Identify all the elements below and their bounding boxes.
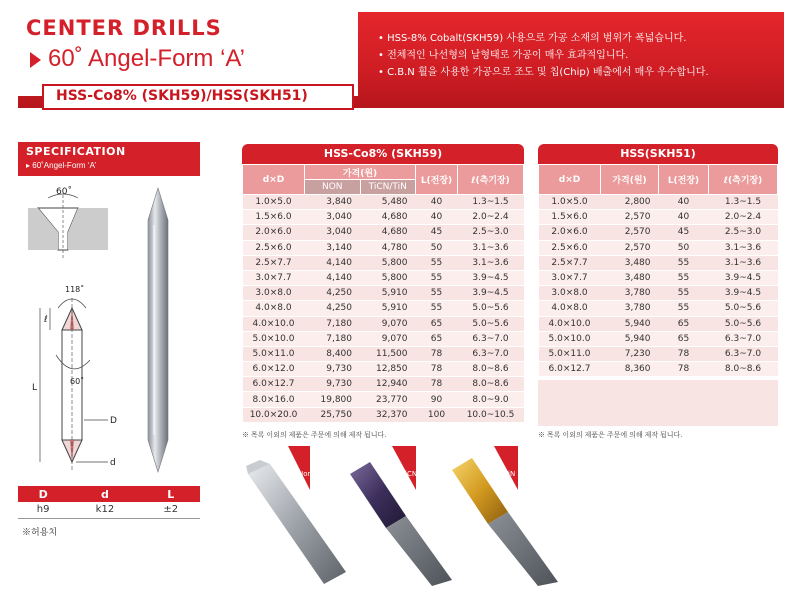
dim-L-label: L — [32, 383, 38, 393]
table-cell: 5.0~5.6 — [709, 301, 778, 316]
page-title: CENTER DRILLS — [26, 16, 222, 40]
table-cell: 5,480 — [360, 195, 416, 210]
table-row — [539, 331, 778, 346]
table-cell: 4.0×10.0 — [243, 316, 305, 331]
table-cell: 45 — [416, 225, 458, 240]
col-header-flute: ℓ(측기장) — [458, 165, 524, 195]
table-cell: 55 — [416, 286, 458, 301]
table-cell: 1.5×6.0 — [243, 210, 305, 225]
feature-list — [378, 30, 778, 81]
table-cell: 3,780 — [601, 301, 659, 316]
table-cell: 2.0~2.4 — [458, 210, 524, 225]
label-flag-tin — [494, 446, 518, 490]
countersink-section-icon — [28, 194, 108, 258]
table-row — [539, 301, 778, 316]
table-cell: 4.0×8.0 — [539, 301, 601, 316]
table-cell: 3.0×7.7 — [539, 270, 601, 285]
table-cell: 65 — [416, 331, 458, 346]
table-cell: 6.3~7.0 — [458, 346, 524, 361]
table-cell: 6.3~7.0 — [458, 331, 524, 346]
tol-header-d: d — [68, 486, 141, 502]
table-cell: 3,480 — [601, 255, 659, 270]
drill-non-icon — [246, 460, 346, 584]
table-cell: 5.0×10.0 — [539, 331, 601, 346]
table-cell: 4,680 — [360, 225, 416, 240]
table-cell: 23,770 — [360, 392, 416, 407]
table-cell: 9,730 — [305, 362, 361, 377]
drill-diagram — [18, 180, 200, 480]
price-table-skh51 — [538, 144, 778, 377]
table-cell: 50 — [416, 240, 458, 255]
table-note: ※ 목록 이외의 제품은 주문에 의해 제작 됩니다. — [538, 432, 683, 439]
table-cell: 9,070 — [360, 316, 416, 331]
feature-item: • C.B.N 휠을 사용한 가공으로 조도 및 칩(Chip) 배출에서 매우 우수합니다. — [378, 64, 778, 81]
table-cell: 78 — [416, 362, 458, 377]
table-cell: 9,730 — [305, 377, 361, 392]
table-cell: 2.5~3.0 — [458, 225, 524, 240]
table-cell: 4,140 — [305, 270, 361, 285]
table-row — [243, 270, 524, 285]
table-cell: 2.5×7.7 — [539, 255, 601, 270]
table-cell: 2.0×6.0 — [539, 225, 601, 240]
table-cell: 3,480 — [601, 270, 659, 285]
table-cell: 3.9~4.5 — [709, 286, 778, 301]
table-cell: 5.0×10.0 — [243, 331, 305, 346]
table-cell: 5,910 — [360, 286, 416, 301]
table-row — [539, 255, 778, 270]
table-row — [539, 240, 778, 255]
table-cell: 2,570 — [601, 210, 659, 225]
table-cell: 5.0×11.0 — [243, 346, 305, 361]
table-cell: 2,800 — [601, 195, 659, 210]
table-row — [243, 286, 524, 301]
table-cell: 4,250 — [305, 286, 361, 301]
table-cell: 55 — [416, 301, 458, 316]
table-cell: 2,570 — [601, 240, 659, 255]
table-row — [539, 225, 778, 240]
table-cell: 4,140 — [305, 255, 361, 270]
table-cell: 3.9~4.5 — [458, 270, 524, 285]
table-cell: 3.0×8.0 — [243, 286, 305, 301]
material-label: HSS-Co8% (SKH59)/HSS(SKH51) — [56, 88, 308, 104]
table-cell: 5,800 — [360, 255, 416, 270]
table-cell: 12,850 — [360, 362, 416, 377]
dim-D-label: D — [110, 416, 117, 426]
spec-subtitle: ▸ 60˚Angel-Form ‘A’ — [26, 161, 97, 170]
table-cell: 65 — [416, 316, 458, 331]
tolerance-table — [18, 486, 200, 519]
table-cell: 55 — [659, 286, 709, 301]
table-cell: 3.0×7.7 — [243, 270, 305, 285]
table-cell: 1.3~1.5 — [458, 195, 524, 210]
table-cell: 2.5×6.0 — [243, 240, 305, 255]
table-cell: 4.0×8.0 — [243, 301, 305, 316]
table-cell: 9,070 — [360, 331, 416, 346]
table-cell: 78 — [659, 362, 709, 377]
table-cell: 55 — [416, 255, 458, 270]
table-cell: 55 — [416, 270, 458, 285]
table-cell: 7,180 — [305, 331, 361, 346]
table-cell: 5,940 — [601, 331, 659, 346]
table-filler — [538, 380, 778, 426]
table-cell: 55 — [659, 255, 709, 270]
table-row — [539, 286, 778, 301]
table-cell: 3.1~3.6 — [458, 240, 524, 255]
table-cell: 4.0×10.0 — [539, 316, 601, 331]
table-cell: 5.0~5.6 — [458, 301, 524, 316]
table-cell: 40 — [659, 195, 709, 210]
table-cell: 1.5×6.0 — [539, 210, 601, 225]
table-row — [539, 316, 778, 331]
table-cell: 4,780 — [360, 240, 416, 255]
col-header-dim: d×D — [243, 165, 305, 195]
table-row — [539, 362, 778, 377]
table-cell: 40 — [416, 210, 458, 225]
table-cell: 25,750 — [305, 407, 361, 422]
title-arrow-icon — [30, 52, 41, 68]
table-row — [243, 346, 524, 361]
table-row — [243, 331, 524, 346]
table-cell: 4,250 — [305, 301, 361, 316]
angle-top-label: 60˚ — [56, 187, 72, 197]
table-cell: 50 — [659, 240, 709, 255]
table-cell: 90 — [416, 392, 458, 407]
table-cell: 3.1~3.6 — [709, 240, 778, 255]
table-cell: 3,840 — [305, 195, 361, 210]
col-header-ticn: TiCN/TiN — [360, 180, 416, 195]
table-cell: 2.5×6.0 — [539, 240, 601, 255]
table-cell: 78 — [416, 377, 458, 392]
table-cell: 4,680 — [360, 210, 416, 225]
table-cell: 55 — [659, 270, 709, 285]
table-cell: 7,180 — [305, 316, 361, 331]
tol-header-D: D — [18, 486, 68, 502]
table-row — [243, 316, 524, 331]
table-cell: 3,040 — [305, 210, 361, 225]
table-cell: 6.0×12.7 — [243, 377, 305, 392]
coating-photos — [246, 446, 576, 586]
table-cell: 12,940 — [360, 377, 416, 392]
table-cell: 3.9~4.5 — [709, 270, 778, 285]
table-cell: 6.0×12.7 — [539, 362, 601, 377]
dim-l-label: ℓ — [44, 315, 48, 325]
angle-60-label: 60˚ — [70, 377, 85, 386]
angle-118-label: 118˚ — [65, 285, 85, 294]
table-row — [243, 255, 524, 270]
table-cell: 19,800 — [305, 392, 361, 407]
coating-label-non: Non — [298, 470, 312, 478]
tol-value-D: h9 — [18, 502, 68, 518]
col-header-length: L(전장) — [659, 165, 709, 195]
table-cell: 65 — [659, 331, 709, 346]
table-row — [539, 195, 778, 210]
table-cell: 55 — [659, 301, 709, 316]
table-cell: 40 — [416, 195, 458, 210]
table-cell: 2.0~2.4 — [709, 210, 778, 225]
table-cell: 3.9~4.5 — [458, 286, 524, 301]
table-cell: 2.5~3.0 — [709, 225, 778, 240]
tol-value-L: ±2 — [142, 502, 200, 518]
table-row — [243, 301, 524, 316]
table-cell: 3,140 — [305, 240, 361, 255]
table-cell: 5,940 — [601, 316, 659, 331]
table-cell: 5.0~5.6 — [458, 316, 524, 331]
col-header-price: 가격(원) — [601, 165, 659, 195]
table-cell: 45 — [659, 225, 709, 240]
table-cell: 32,370 — [360, 407, 416, 422]
table-cell: 8.0~9.0 — [458, 392, 524, 407]
table-note: ※ 목록 이외의 제품은 주문에 의해 제작 됩니다. — [242, 432, 387, 439]
drill-photo-icon — [148, 188, 168, 472]
table-cell: 100 — [416, 407, 458, 422]
table-cell: 8.0~8.6 — [458, 377, 524, 392]
table-cell: 5.0~5.6 — [709, 316, 778, 331]
col-header-price: 가격(원) — [305, 165, 416, 180]
table-row — [539, 346, 778, 361]
coating-label-ticn: TiCN — [401, 470, 418, 478]
table-cell: 6.3~7.0 — [709, 331, 778, 346]
table-cell: 5,800 — [360, 270, 416, 285]
table-cell: 78 — [416, 346, 458, 361]
table-row — [243, 362, 524, 377]
table-row — [243, 392, 524, 407]
table-title: HSS-Co8% (SKH59) — [242, 144, 524, 164]
coating-label-tin: TiN — [504, 470, 516, 478]
table-row — [243, 240, 524, 255]
table-row — [243, 407, 524, 422]
table-row — [243, 195, 524, 210]
table-cell: 8.0~8.6 — [458, 362, 524, 377]
table-row — [243, 210, 524, 225]
table-cell: 11,500 — [360, 346, 416, 361]
page-subtitle: 60˚ Angel-Form ‘A’ — [48, 45, 245, 72]
table-row — [243, 225, 524, 240]
label-flag-ticn — [392, 446, 416, 490]
table-cell: 3,780 — [601, 286, 659, 301]
table-cell: 1.3~1.5 — [709, 195, 778, 210]
table-row — [243, 377, 524, 392]
feature-item: • 전체적인 나선형의 날형태로 가공이 매우 효과적입니다. — [378, 47, 778, 64]
table-cell: 5,910 — [360, 301, 416, 316]
table-row — [539, 210, 778, 225]
dim-d-label: d — [110, 458, 116, 468]
col-header-non: NON — [305, 180, 361, 195]
table-cell: 3.1~3.6 — [458, 255, 524, 270]
table-cell: 3.0×8.0 — [539, 286, 601, 301]
price-table-skh59 — [242, 144, 524, 423]
table-cell: 7,230 — [601, 346, 659, 361]
label-flag-non — [288, 446, 310, 490]
table-cell: 5.0×11.0 — [539, 346, 601, 361]
drill-ticn-icon — [350, 462, 452, 586]
tolerance-note: ※허용치 — [22, 527, 58, 537]
table-cell: 6.0×12.0 — [243, 362, 305, 377]
table-cell: 3,040 — [305, 225, 361, 240]
table-cell: 8,400 — [305, 346, 361, 361]
table-cell: 1.0×5.0 — [539, 195, 601, 210]
table-row — [539, 270, 778, 285]
col-header-dim: d×D — [539, 165, 601, 195]
table-cell: 1.0×5.0 — [243, 195, 305, 210]
table-cell: 40 — [659, 210, 709, 225]
spec-title: SPECIFICATION — [26, 145, 126, 158]
table-cell: 8,360 — [601, 362, 659, 377]
table-cell: 8.0~8.6 — [709, 362, 778, 377]
table-cell: 2.0×6.0 — [243, 225, 305, 240]
table-cell: 10.0~10.5 — [458, 407, 524, 422]
table-cell: 6.3~7.0 — [709, 346, 778, 361]
feature-item: • HSS-8% Cobalt(SKH59) 사용으로 가공 소재의 범위가 폭넓습니다. — [378, 30, 778, 47]
table-cell: 78 — [659, 346, 709, 361]
col-header-length: L(전장) — [416, 165, 458, 195]
tol-value-d: k12 — [68, 502, 141, 518]
table-cell: 2.5×7.7 — [243, 255, 305, 270]
table-cell: 8.0×16.0 — [243, 392, 305, 407]
table-cell: 2,570 — [601, 225, 659, 240]
col-header-flute: ℓ(측기장) — [709, 165, 778, 195]
tol-header-L: L — [142, 486, 200, 502]
table-cell: 65 — [659, 316, 709, 331]
table-cell: 3.1~3.6 — [709, 255, 778, 270]
table-cell: 10.0×20.0 — [243, 407, 305, 422]
table-title: HSS(SKH51) — [538, 144, 778, 164]
